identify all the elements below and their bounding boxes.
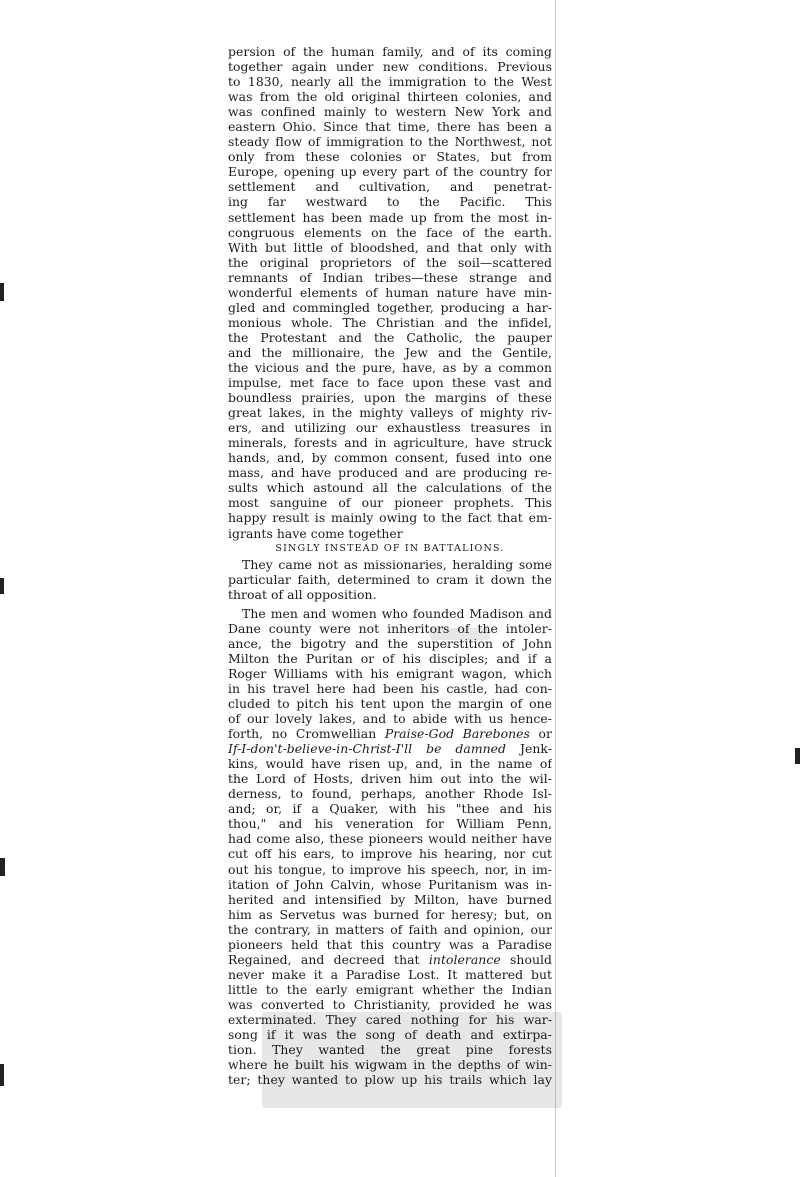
- text-line: With but little of bloodshed, and that only with: [228, 239, 552, 255]
- text-run: forth, no Cromwellian: [228, 726, 385, 742]
- text-line: the Protestant and the Catholic, the pauper: [228, 329, 552, 345]
- text-line: where he built his wigwam in the depths of win-: [228, 1057, 552, 1073]
- scan-mark: [0, 283, 4, 301]
- scan-mark: [0, 1064, 4, 1086]
- text-line: They came not as missionaries, heralding some: [242, 556, 552, 572]
- text-line: [228, 726, 552, 741]
- text-line: out his tongue, to improve his speech, nor, in im-: [228, 861, 552, 877]
- text-line: The men and women who founded Madison and: [242, 605, 552, 621]
- text-line: mass, and have produced and are producing re-: [228, 465, 552, 481]
- article-paragraph: [228, 44, 552, 541]
- text-line: Roger Williams with his emigrant wagon, which: [228, 665, 552, 681]
- text-line: eastern Ohio. Since that time, there has been a: [228, 119, 552, 135]
- text-line: the Lord of Hosts, driven him out into the wil-: [228, 771, 552, 787]
- text-line: impulse, met face to face upon these vast and: [228, 375, 552, 391]
- text-line: sults which astound all the calculations of the: [228, 480, 552, 496]
- text-line: ing far westward to the Pacific. This: [228, 194, 552, 210]
- text-line: congruous elements on the face of the earth.: [228, 224, 552, 240]
- text-line: great lakes, in the mighty valleys of mighty riv-: [228, 405, 552, 421]
- article-paragraph: [228, 606, 552, 1088]
- text-line: derness, to found, perhaps, another Rhode Isl-: [228, 786, 552, 802]
- text-line: the contrary, in matters of faith and opinion, our: [228, 921, 552, 937]
- text-run: should: [500, 951, 552, 967]
- text-line: was confined mainly to western New York and: [228, 104, 552, 120]
- text-line: boundless prairies, upon the margins of these: [228, 390, 552, 406]
- text-line: of our lovely lakes, and to abide with us hence-: [228, 711, 552, 727]
- text-line: cluded to pitch his tent upon the margin of one: [228, 696, 552, 712]
- text-line: pioneers held that this country was a Paradise: [228, 936, 552, 952]
- text-line: igrants have come together: [228, 525, 403, 541]
- text-line: hands, and, by common consent, fused into one: [228, 450, 552, 466]
- text-line: ance, the bigotry and the superstition of John: [228, 635, 552, 651]
- text-line: herited and intensified by Milton, have burned: [228, 891, 552, 907]
- section-subhead: SINGLY INSTEAD OF IN BATTALIONS.: [275, 542, 505, 554]
- text-line: happy result is mainly owing to the fact that em-: [228, 510, 552, 526]
- italic-name: Praise-God Barebones: [384, 726, 530, 742]
- article-column: [228, 44, 552, 1087]
- text-line: kins, would have risen up, and, in the name of: [228, 756, 552, 772]
- text-line: tion. They wanted the great pine forests: [228, 1042, 552, 1058]
- text-line: exterminated. They cared nothing for his war-: [228, 1012, 552, 1027]
- text-line: never make it a Paradise Lost. It mattered but: [228, 966, 552, 982]
- text-line: him as Servetus was burned for heresy; but, on: [228, 906, 552, 922]
- text-line: gled and commingled together, producing a har-: [228, 299, 552, 315]
- text-line: cut off his ears, to improve his hearing, nor cut: [228, 846, 552, 862]
- text-line: Milton the Puritan or of his disciples; and if a: [228, 650, 552, 666]
- text-line: most sanguine of our pioneer prophets. This: [228, 495, 552, 511]
- text-run: or: [529, 726, 552, 742]
- text-line: thou," and his veneration for William Penn,: [228, 816, 552, 832]
- italic-word: intolerance: [428, 951, 501, 967]
- text-line: had come also, these pioneers would neither have: [228, 831, 552, 847]
- column-rule: [555, 0, 556, 1177]
- text-line: Dane county were not inheritors of the intoler-: [228, 620, 552, 636]
- text-line: [228, 741, 552, 756]
- text-line: and; or, if a Quaker, with his "thee and his: [228, 801, 552, 817]
- text-run: Jenk-: [506, 741, 552, 757]
- text-line: particular faith, determined to cram it down the: [228, 571, 552, 587]
- text-line: persion of the human family, and of its coming: [228, 44, 552, 59]
- text-line: remnants of Indian tribes—these strange and: [228, 269, 552, 285]
- text-line: the vicious and the pure, have, as by a common: [228, 359, 552, 375]
- text-line: was from the old original thirteen colonies, and: [228, 89, 552, 105]
- article-paragraph: [228, 557, 552, 602]
- text-line: in his travel here had been his castle, had con-: [228, 680, 552, 696]
- scan-mark: [795, 748, 800, 764]
- text-line: monious whole. The Christian and the infidel,: [228, 314, 552, 330]
- text-line: settlement has been made up from the most in-: [228, 209, 552, 225]
- text-line: settlement and cultivation, and penetrat-: [228, 179, 552, 195]
- text-line: Europe, opening up every part of the country for: [228, 164, 552, 180]
- text-line: the original proprietors of the soil—scattered: [228, 254, 552, 270]
- scan-mark: [0, 578, 4, 594]
- text-line: together again under new conditions. Previous: [228, 59, 552, 75]
- scan-mark: [0, 858, 5, 876]
- text-line: song if it was the song of death and extirpa-: [228, 1027, 552, 1043]
- text-line: little to the early emigrant whether the Indian: [228, 981, 552, 997]
- text-line: steady flow of immigration to the Northwest, not: [228, 134, 552, 150]
- text-run: Regained, and decreed that: [228, 951, 429, 967]
- text-line: to 1830, nearly all the immigration to the West: [228, 74, 552, 90]
- text-line: minerals, forests and in agriculture, have struck: [228, 435, 552, 451]
- text-line: [228, 952, 552, 967]
- text-line: only from these colonies or States, but from: [228, 149, 552, 165]
- text-line: was converted to Christianity, provided he was: [228, 996, 552, 1012]
- italic-name: If-I-don't-believe-in-Christ-I'll be damned: [228, 741, 507, 757]
- text-line: and the millionaire, the Jew and the Gentile,: [228, 344, 552, 360]
- text-line: throat of all opposition.: [228, 586, 377, 602]
- text-line: ter; they wanted to plow up his trails which lay: [228, 1072, 552, 1088]
- text-line: ers, and utilizing our exhaustless treasures in: [228, 420, 552, 436]
- text-line: wonderful elements of human nature have min-: [228, 284, 552, 300]
- text-line: itation of John Calvin, whose Puritanism was in-: [228, 876, 552, 892]
